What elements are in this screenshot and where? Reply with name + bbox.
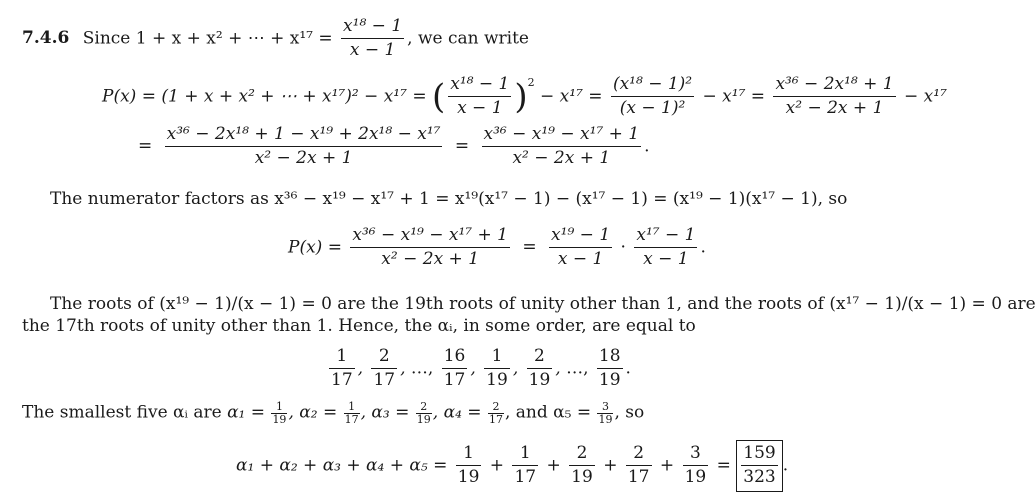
ellipsis: …, xyxy=(410,358,434,379)
equation-1 xyxy=(102,74,947,120)
eq3-frac-2-num: x¹⁹ − 1 xyxy=(549,225,612,248)
comma: , xyxy=(555,358,561,379)
plus-sign: + xyxy=(489,455,505,476)
eq3-period: . xyxy=(700,237,706,258)
alpha-4-frac xyxy=(488,401,504,425)
root-den: 17 xyxy=(373,370,396,391)
eq1-term-1: − x¹⁷ = xyxy=(540,86,603,107)
root-num: 18 xyxy=(597,346,623,369)
final-term xyxy=(683,443,709,489)
eq2-frac-2-den: x² − 2x + 1 xyxy=(512,148,611,169)
numerator-factor-text: The numerator factors as x³⁶ − x¹⁹ − x¹⁷ + 1 = x¹⁹(x¹⁷ − 1) − (x¹⁷ − 1) = (x¹⁹ − 1)(x¹⁷ − 1), so xyxy=(50,189,848,209)
eq3-frac-3-num: x¹⁷ − 1 xyxy=(634,225,697,248)
final-term xyxy=(626,443,652,489)
answer-fraction xyxy=(741,443,777,489)
eq1-frac-3 xyxy=(773,74,895,120)
smallest-lead: The smallest five αᵢ are xyxy=(22,402,222,423)
eq1-frac-2-num: (x¹⁸ − 1)² xyxy=(611,74,694,97)
root-den: 19 xyxy=(486,370,508,391)
smallest-five-line xyxy=(22,401,644,425)
alpha-2-frac xyxy=(344,401,360,425)
alpha-4-label: , α₄ = xyxy=(432,402,482,423)
alpha-1-label: α₁ = xyxy=(227,402,266,423)
root-num: 2 xyxy=(527,346,553,369)
answer-num: 159 xyxy=(741,443,777,466)
root-num: 1 xyxy=(484,346,510,369)
final-lhs: α₁ + α₂ + α₃ + α₄ + α₅ = xyxy=(236,455,448,476)
alpha-2-den: 17 xyxy=(344,412,359,426)
eq2-equals-1: = xyxy=(138,136,153,157)
final-term xyxy=(569,443,595,489)
final-term-den: 17 xyxy=(627,467,650,488)
alpha-2-num: 1 xyxy=(344,401,360,414)
alpha-3-den: 19 xyxy=(416,412,431,426)
root-den: 17 xyxy=(443,370,466,391)
final-term-den: 19 xyxy=(457,467,480,488)
root-den: 19 xyxy=(528,370,551,391)
final-period: . xyxy=(782,455,789,476)
comma: , xyxy=(470,358,476,379)
plus-sign: + xyxy=(603,455,618,476)
alpha-5-num: 3 xyxy=(597,401,613,414)
plus-sign: + xyxy=(546,455,561,476)
final-term-num: 1 xyxy=(456,443,482,466)
final-term-num: 2 xyxy=(569,443,595,466)
root-den: 19 xyxy=(598,370,621,391)
final-term-num: 1 xyxy=(512,443,538,466)
equation-3 xyxy=(288,225,706,271)
roots-list xyxy=(326,346,631,392)
eq1-frac-1-den: x − 1 xyxy=(457,98,503,119)
eq3-frac-1-den: x² − 2x + 1 xyxy=(381,249,480,270)
right-paren: ) xyxy=(514,76,528,117)
eq3-equals: = xyxy=(522,237,537,258)
alpha-4-den: 17 xyxy=(488,412,503,426)
comma: , xyxy=(357,358,364,379)
eq1-frac-2 xyxy=(611,74,694,120)
eq1-lhs: P(x) = (1 + x + x² + ⋯ + x¹⁷)² − x¹⁷ = xyxy=(102,86,427,107)
final-equals: = xyxy=(716,455,731,476)
alpha-1-num: 1 xyxy=(271,401,287,414)
eq1-frac-3-den: x² − 2x + 1 xyxy=(785,98,884,119)
roots-text-line-2: the 17th roots of unity other than 1. Hence, the αᵢ, in some order, are equal to xyxy=(22,316,696,336)
intro-frac-den: x − 1 xyxy=(349,40,396,61)
intro-frac-num: x¹⁸ − 1 xyxy=(341,16,404,39)
intro-fraction xyxy=(341,16,404,62)
alpha-5-label: , and α₅ = xyxy=(504,402,592,423)
intro-tail: , we can write xyxy=(407,28,529,49)
root-den: 17 xyxy=(331,370,353,391)
eq3-frac-1 xyxy=(350,225,510,271)
alpha-3-frac xyxy=(416,401,432,425)
root-num: 1 xyxy=(329,346,355,369)
eq1-frac-1 xyxy=(448,74,511,120)
period: . xyxy=(625,358,631,379)
equation-2 xyxy=(134,124,650,170)
alpha-5-den: 19 xyxy=(598,412,613,426)
final-term xyxy=(512,443,538,489)
final-term-den: 17 xyxy=(514,467,537,488)
eq1-frac-2-den: (x − 1)² xyxy=(619,98,686,119)
final-term-num: 3 xyxy=(683,443,709,466)
final-equation xyxy=(236,440,788,492)
eq2-period: . xyxy=(644,136,650,157)
alpha-1-frac xyxy=(271,401,287,425)
eq2-frac-2-num: x³⁶ − x¹⁹ − x¹⁷ + 1 xyxy=(482,124,642,147)
alpha-5-frac xyxy=(597,401,613,425)
eq3-frac-2 xyxy=(549,225,612,271)
root-fraction xyxy=(597,346,623,392)
final-term-num: 2 xyxy=(626,443,652,466)
alpha-1-den: 19 xyxy=(272,412,287,426)
root-fraction xyxy=(527,346,553,392)
answer-den: 323 xyxy=(743,467,776,488)
left-paren: ( xyxy=(431,76,446,117)
boxed-answer xyxy=(736,440,782,492)
eq1-term-3: − x¹⁷ xyxy=(904,86,947,107)
eq2-equals-2: = xyxy=(454,136,470,157)
ellipsis: …, xyxy=(566,358,589,379)
eq2-frac-1-den: x² − 2x + 1 xyxy=(254,148,353,169)
root-num: 16 xyxy=(442,346,468,369)
eq3-frac-3 xyxy=(634,225,697,271)
alpha-3-label: , α₃ = xyxy=(360,402,410,423)
square-exponent: 2 xyxy=(527,75,535,89)
smallest-tail: , so xyxy=(614,402,645,423)
comma: , xyxy=(400,358,406,379)
comma: , xyxy=(512,358,519,379)
eq3-frac-2-den: x − 1 xyxy=(557,249,604,270)
final-term xyxy=(456,443,482,489)
final-term-den: 19 xyxy=(571,467,593,488)
root-num: 2 xyxy=(371,346,397,369)
roots-text-line-1: The roots of (x¹⁹ − 1)/(x − 1) = 0 are the 19th roots of unity other than 1, and the roots of (x¹⁷ − 1)/(x − 1) = 0 are xyxy=(50,294,1036,314)
root-fraction xyxy=(371,346,397,392)
eq1-frac-3-num: x³⁶ − 2x¹⁸ + 1 xyxy=(773,74,895,97)
intro-text: Since 1 + x + x² + ⋯ + x¹⁷ = xyxy=(82,28,333,49)
alpha-3-num: 2 xyxy=(416,401,432,414)
root-fraction xyxy=(329,346,355,392)
alpha-4-num: 2 xyxy=(488,401,504,414)
alpha-2-label: , α₂ = xyxy=(288,402,338,423)
eq3-lhs: P(x) = xyxy=(288,237,342,258)
final-term-den: 19 xyxy=(684,467,707,488)
root-fraction xyxy=(484,346,510,392)
eq2-frac-1 xyxy=(165,124,443,170)
plus-sign: + xyxy=(659,455,675,476)
problem-intro xyxy=(22,16,529,62)
eq3-frac-1-num: x³⁶ − x¹⁹ − x¹⁷ + 1 xyxy=(350,225,510,248)
eq1-frac-1-num: x¹⁸ − 1 xyxy=(448,74,511,97)
root-fraction xyxy=(442,346,468,392)
eq2-frac-2 xyxy=(482,124,642,170)
eq3-frac-3-den: x − 1 xyxy=(643,249,689,270)
eq1-term-2: − x¹⁷ = xyxy=(702,86,766,107)
eq3-dot: · xyxy=(620,237,626,258)
problem-number: 7.4.6 xyxy=(22,28,70,49)
eq2-frac-1-num: x³⁶ − 2x¹⁸ + 1 − x¹⁹ + 2x¹⁸ − x¹⁷ xyxy=(165,124,443,147)
